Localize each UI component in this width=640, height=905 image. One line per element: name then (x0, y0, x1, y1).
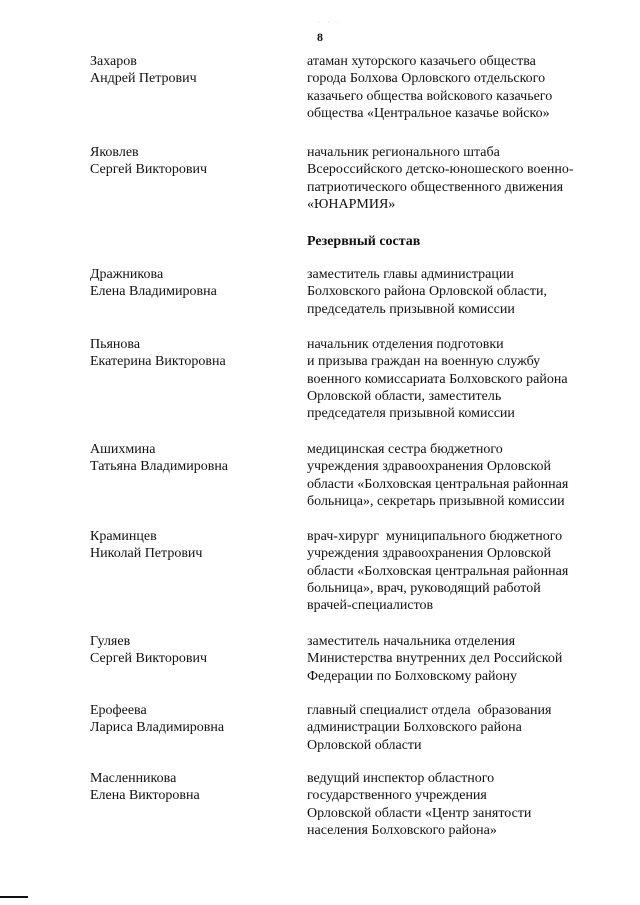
position-line: начальник регионального штаба (307, 145, 500, 160)
member-surname: Пьянова (90, 337, 141, 352)
member-name (90, 528, 290, 563)
position-line: заместитель главы администрации (307, 267, 514, 282)
position-line: города Болхова Орловского отдельского (307, 71, 546, 87)
position-line: ведущий инспектор областного (307, 771, 495, 786)
section-heading: Резервный состав (307, 234, 421, 249)
member-surname: Ашихмина (90, 442, 156, 457)
position-line: больница», секретарь призывной комиссии (307, 493, 565, 509)
member-name (90, 770, 290, 805)
position-line: учреждения здравоохранения Орловской (307, 546, 552, 562)
position-line: населения Болховского района» (307, 822, 497, 838)
member-given-names: Андрей Петрович (90, 71, 197, 87)
member-name (90, 53, 290, 88)
margin-mark (0, 896, 28, 898)
position-line: Орловской области «Центр занятости (307, 805, 532, 821)
member-surname: Масленникова (90, 771, 177, 786)
member-name (90, 144, 290, 179)
member-name (90, 266, 290, 301)
member-given-names: Елена Владимировна (90, 284, 217, 300)
member-position (307, 144, 607, 213)
member-given-names: Елена Викторовна (90, 788, 200, 804)
position-line: больница», врач, руководящий работой (307, 580, 541, 596)
position-line: врачей-специалистов (307, 598, 434, 614)
member-position (307, 53, 607, 122)
member-given-names: Екатерина Викторовна (90, 354, 226, 370)
page-number: 8 (317, 30, 323, 44)
member-surname: Краминцев (90, 529, 157, 544)
member-position (307, 441, 607, 510)
position-line: Министерства внутренних дел Российской (307, 651, 563, 667)
position-line: врач-хирург муниципального бюджетного (307, 529, 563, 544)
member-position (307, 266, 607, 318)
position-line: военного комиссариата Болховского района (307, 371, 568, 387)
position-line: медицинская сестра бюджетного (307, 442, 503, 457)
member-given-names: Сергей Викторович (90, 162, 208, 178)
member-given-names: Сергей Викторович (90, 651, 208, 667)
position-line: области «Болховская центральная районная (307, 476, 569, 492)
member-name (90, 702, 290, 737)
position-line: «ЮНАРМИЯ» (307, 196, 396, 212)
member-position (307, 528, 607, 614)
position-line: председателя призывной комиссии (307, 406, 515, 422)
member-given-names: Татьяна Владимировна (90, 459, 229, 475)
position-line: Всероссийского детско-юношеского военно- (307, 162, 574, 178)
member-surname: Яковлев (90, 145, 139, 160)
position-line: Орловской области (307, 737, 422, 753)
position-line: государственного учреждения (307, 788, 487, 804)
position-line: администрации Болховского района (307, 720, 522, 736)
position-line: общества «Центральное казачье войско» (307, 105, 550, 121)
position-line: заместитель начальника отделения (307, 634, 516, 649)
member-position (307, 702, 607, 754)
member-given-names: Лариса Владимировна (90, 720, 225, 736)
position-line: Болховского района Орловской области, (307, 284, 547, 300)
member-name (90, 441, 290, 476)
position-line: Федерации по Болховскому району (307, 668, 518, 684)
scan-artifact-dots: · · · (318, 20, 342, 26)
member-surname: Ерофеева (90, 703, 147, 718)
member-surname: Гуляев (90, 634, 131, 649)
position-line: начальник отделения подготовки (307, 337, 504, 352)
position-line: области «Болховская центральная районная (307, 563, 569, 579)
member-position (307, 336, 607, 422)
member-surname: Захаров (90, 54, 137, 69)
member-surname: Дражникова (90, 267, 164, 282)
position-line: патриотического общественного движения (307, 179, 564, 195)
member-given-names: Николай Петрович (90, 546, 203, 562)
member-position (307, 770, 607, 839)
member-name (90, 336, 290, 371)
position-line: главный специалист отдела образования (307, 703, 552, 718)
position-line: атаман хуторского казачьего общества (307, 54, 536, 69)
position-line: учреждения здравоохранения Орловской (307, 459, 552, 475)
position-line: казачьего общества войскового казачьего (307, 88, 553, 104)
member-name (90, 633, 290, 668)
position-line: и призыва граждан на военную службу (307, 354, 541, 370)
position-line: Орловской области, заместитель (307, 388, 502, 404)
member-position (307, 633, 607, 685)
position-line: председатель призывной комиссии (307, 301, 515, 317)
